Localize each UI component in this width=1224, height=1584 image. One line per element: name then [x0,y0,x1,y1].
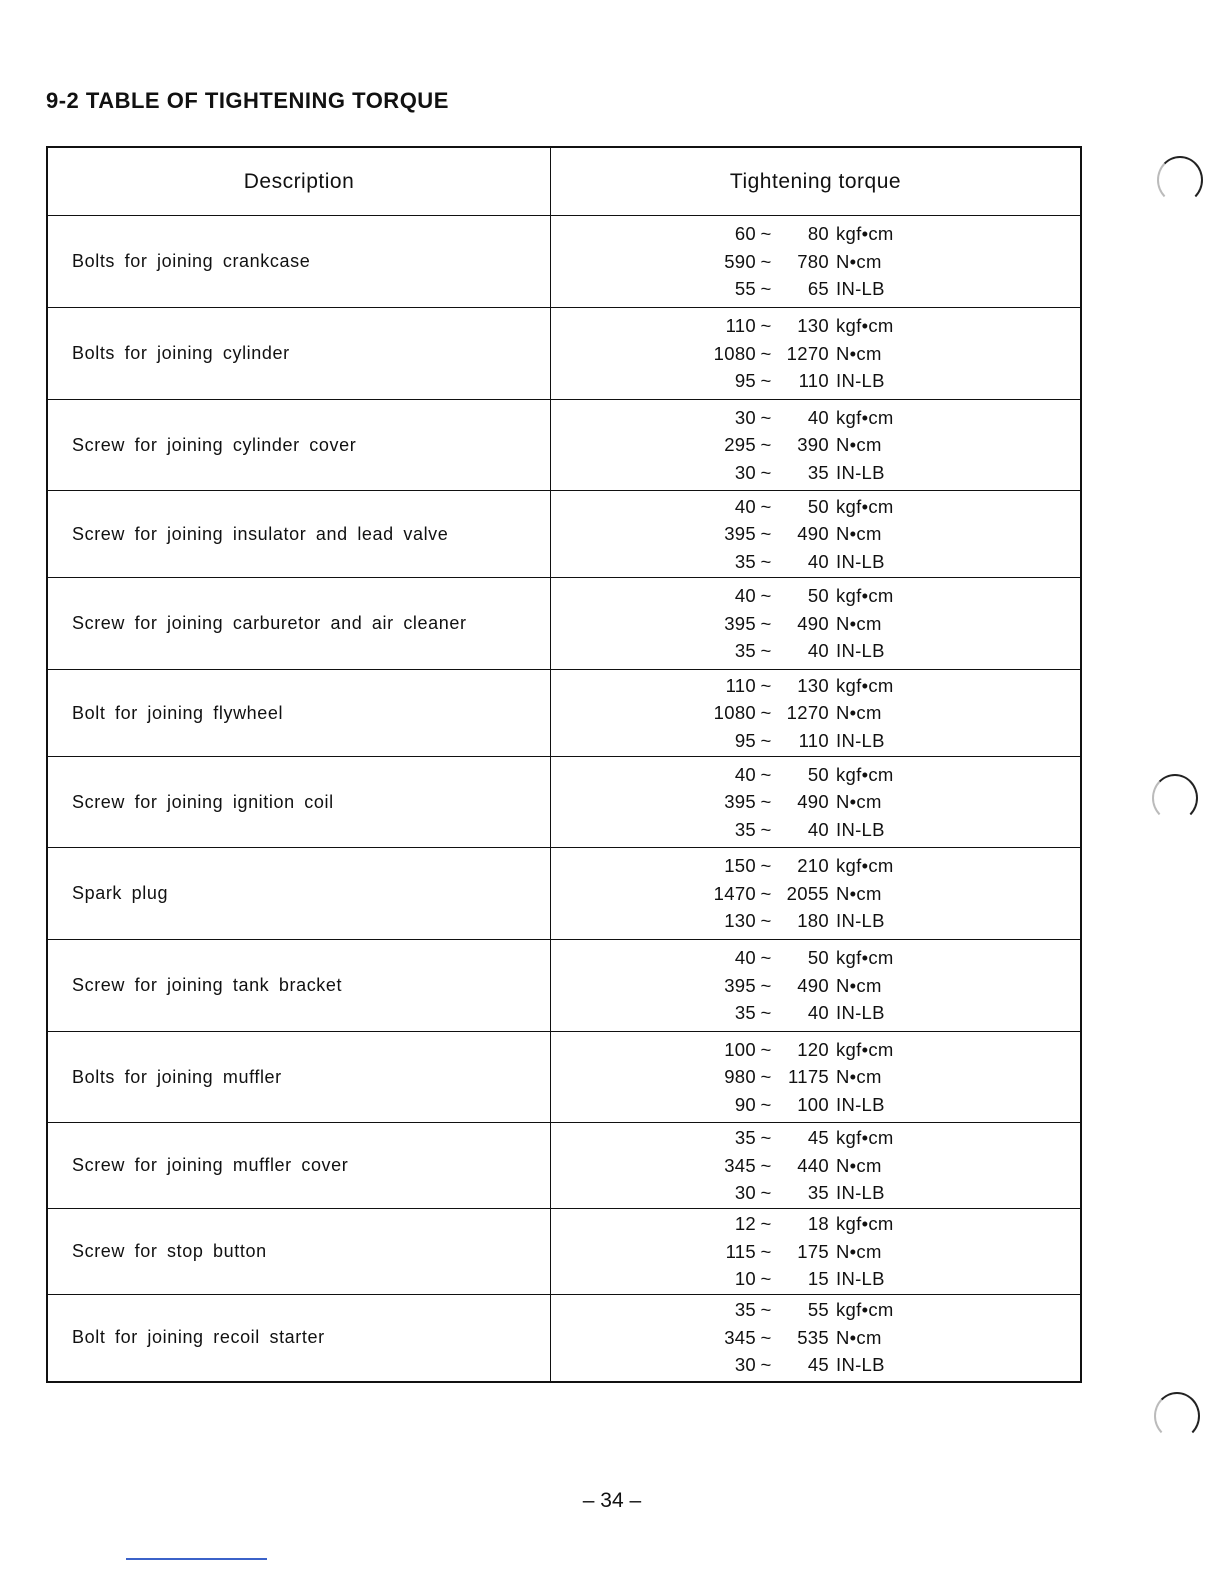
torque-min: 90 [734,1093,756,1115]
torque-max: 40 [807,406,829,428]
torque-value-line [551,248,1080,276]
torque-max: 390 [797,434,829,455]
torque-unit: IN-LB [836,1002,885,1023]
torque-max: 50 [807,585,829,606]
torque-value-line [551,1324,1080,1352]
table-row [47,1209,1081,1295]
torque-min: 395 [724,612,756,634]
torque-value-line [551,1265,1080,1293]
range-tilde: ~ [760,640,772,661]
torque-min: 150 [724,855,756,876]
torque-min: 35 [734,1299,756,1321]
table-row [47,308,1081,400]
torque-min: 30 [734,1354,756,1376]
torque-max: 535 [797,1326,829,1348]
torque-value-line [551,672,1080,700]
torque-value-line [551,312,1080,340]
torque-max: 1270 [786,342,829,364]
description-cell: Spark plug [47,848,551,940]
torque-unit: IN-LB [836,818,885,840]
torque-cell [551,670,1082,757]
torque-value-line [551,637,1080,665]
torque-value-line [551,1352,1080,1380]
torque-min: 1080 [713,342,756,364]
torque-max: 40 [807,1002,829,1023]
torque-min: 35 [734,818,756,840]
torque-value-line [551,761,1080,789]
torque-value-line [551,431,1080,459]
torque-min: 980 [724,1066,756,1087]
page-title: 9-2 TABLE OF TIGHTENING TORQUE [46,88,449,113]
torque-unit: N•cm [836,250,882,272]
torque-min: 590 [724,250,756,272]
torque-min: 35 [734,550,756,572]
torque-max: 490 [797,523,829,544]
torque-max: 100 [797,1093,829,1115]
torque-min: 100 [724,1038,756,1060]
range-tilde: ~ [760,818,772,840]
torque-cell [551,491,1082,578]
torque-cell [551,757,1082,848]
torque-value-line [551,220,1080,248]
table-row [47,670,1081,757]
range-tilde: ~ [760,1299,772,1321]
column-header-tightening-torque: Tightening torque [551,147,1082,216]
range-tilde: ~ [760,1268,772,1289]
range-tilde: ~ [760,947,772,968]
table-header-row [47,147,1081,216]
torque-unit: IN-LB [836,1093,885,1115]
torque-min: 30 [734,461,756,483]
torque-max: 130 [797,315,829,336]
description-cell: Bolts for joining cylinder [47,308,551,400]
column-header-description: Description [47,147,551,216]
torque-min: 1470 [713,882,756,904]
table-row [47,216,1081,308]
torque-unit: IN-LB [836,370,885,391]
torque-min: 395 [724,791,756,812]
torque-max: 2055 [786,882,829,904]
torque-max: 175 [797,1240,829,1262]
torque-unit: kgf•cm [836,315,894,336]
torque-value-line [551,944,1080,972]
torque-unit: N•cm [836,974,882,996]
torque-max: 50 [807,495,829,517]
description-cell: Screw for joining cylinder cover [47,400,551,491]
torque-max: 120 [797,1038,829,1060]
torque-value-line [551,1210,1080,1238]
description-cell: Bolt for joining flywheel [47,670,551,757]
range-tilde: ~ [760,315,772,336]
torque-max: 15 [807,1268,829,1289]
torque-min: 30 [734,406,756,428]
torque-unit: IN-LB [836,278,885,299]
range-tilde: ~ [760,1182,772,1203]
torque-unit: IN-LB [836,910,885,931]
torque-table [46,146,1082,1383]
range-tilde: ~ [760,763,772,785]
description-cell: Screw for joining carburetor and air cleaner [47,578,551,670]
range-tilde: ~ [760,523,772,544]
torque-value-line [551,788,1080,816]
torque-value-line [551,999,1080,1027]
torque-unit: N•cm [836,791,882,812]
range-tilde: ~ [760,461,772,483]
torque-cell [551,1295,1082,1382]
table-row [47,578,1081,670]
torque-max: 45 [807,1354,829,1376]
torque-max: 40 [807,818,829,840]
table-row [47,491,1081,578]
torque-value-line [551,1063,1080,1091]
table-row [47,400,1081,491]
torque-value-line [551,459,1080,487]
torque-min: 95 [734,370,756,391]
description-cell: Bolts for joining muffler [47,1032,551,1123]
page-number: – 34 – [582,1489,642,1512]
torque-value-line [551,1124,1080,1152]
range-tilde: ~ [760,495,772,517]
range-tilde: ~ [760,910,772,931]
torque-unit: kgf•cm [836,763,894,785]
range-tilde: ~ [760,1326,772,1348]
torque-max: 18 [807,1213,829,1234]
torque-value-line [551,367,1080,395]
torque-unit: N•cm [836,523,882,544]
torque-unit: IN-LB [836,1354,885,1376]
torque-value-line [551,972,1080,1000]
torque-max: 45 [807,1127,829,1148]
torque-min: 30 [734,1182,756,1203]
range-tilde: ~ [760,702,772,723]
torque-max: 50 [807,947,829,968]
torque-min: 95 [734,729,756,751]
torque-unit: kgf•cm [836,406,894,428]
range-tilde: ~ [760,612,772,634]
range-tilde: ~ [760,1127,772,1148]
torque-unit: kgf•cm [836,223,894,244]
table-row [47,848,1081,940]
table-row [47,1123,1081,1209]
torque-max: 40 [807,550,829,572]
torque-min: 115 [725,1240,756,1262]
range-tilde: ~ [760,223,772,244]
torque-max: 440 [797,1154,829,1176]
table-row [47,1032,1081,1123]
range-tilde: ~ [760,585,772,606]
torque-unit: N•cm [836,1326,882,1348]
torque-unit: kgf•cm [836,1127,894,1148]
range-tilde: ~ [760,1240,772,1262]
table-row [47,1295,1081,1382]
torque-unit: kgf•cm [836,1038,894,1060]
range-tilde: ~ [760,974,772,996]
range-tilde: ~ [760,1354,772,1376]
torque-max: 55 [807,1299,829,1321]
torque-min: 35 [734,640,756,661]
table-body [47,216,1081,1382]
range-tilde: ~ [760,342,772,364]
torque-max: 50 [807,763,829,785]
range-tilde: ~ [760,1002,772,1023]
torque-value-line [551,1179,1080,1207]
range-tilde: ~ [760,674,772,696]
torque-unit: kgf•cm [836,855,894,876]
torque-max: 110 [798,729,829,751]
table-row [47,757,1081,848]
footer-rule [126,1558,267,1560]
torque-max: 490 [797,974,829,996]
torque-unit: N•cm [836,612,882,634]
torque-cell [551,400,1082,491]
range-tilde: ~ [760,1038,772,1060]
torque-cell [551,1209,1082,1295]
torque-value-line [551,1091,1080,1119]
torque-min: 40 [734,763,756,785]
torque-cell [551,216,1082,308]
torque-max: 130 [797,674,829,696]
torque-value-line [551,880,1080,908]
torque-min: 130 [724,910,756,931]
range-tilde: ~ [760,882,772,904]
range-tilde: ~ [760,370,772,391]
torque-min: 35 [734,1127,756,1148]
torque-value-line [551,907,1080,935]
torque-min: 110 [725,674,756,696]
range-tilde: ~ [760,1093,772,1115]
torque-min: 395 [724,974,756,996]
range-tilde: ~ [760,406,772,428]
torque-max: 35 [807,1182,829,1203]
torque-max: 1175 [788,1066,829,1087]
torque-max: 780 [797,250,829,272]
torque-unit: IN-LB [836,640,885,661]
binder-hole-icon [1154,1392,1200,1440]
torque-unit: kgf•cm [836,585,894,606]
torque-unit: N•cm [836,434,882,455]
torque-cell [551,1032,1082,1123]
torque-min: 395 [724,523,756,544]
torque-min: 1080 [713,702,756,723]
torque-value-line [551,1238,1080,1266]
range-tilde: ~ [760,1154,772,1176]
torque-unit: IN-LB [836,729,885,751]
torque-value-line [551,582,1080,610]
description-cell: Screw for joining insulator and lead valve [47,491,551,578]
range-tilde: ~ [760,550,772,572]
torque-unit: N•cm [836,882,882,904]
description-cell: Bolts for joining crankcase [47,216,551,308]
torque-max: 180 [797,910,829,931]
torque-cell [551,848,1082,940]
torque-unit: kgf•cm [836,947,894,968]
torque-value-line [551,548,1080,576]
torque-unit: N•cm [836,1154,882,1176]
range-tilde: ~ [760,729,772,751]
torque-min: 40 [734,947,756,968]
torque-value-line [551,816,1080,844]
torque-min: 40 [734,495,756,517]
binder-hole-icon [1152,774,1198,822]
range-tilde: ~ [760,791,772,812]
description-cell: Screw for stop button [47,1209,551,1295]
torque-min: 10 [734,1268,756,1289]
table-row [47,940,1081,1032]
torque-min: 55 [734,278,756,299]
torque-max: 1270 [786,702,829,723]
torque-unit: N•cm [836,1066,882,1087]
torque-value-line [551,699,1080,727]
description-cell: Bolt for joining recoil starter [47,1295,551,1382]
range-tilde: ~ [760,1213,772,1234]
torque-min: 60 [734,223,756,244]
range-tilde: ~ [760,250,772,272]
torque-cell [551,308,1082,400]
torque-unit: kgf•cm [836,674,894,696]
torque-max: 490 [797,791,829,812]
torque-max: 110 [798,370,829,391]
torque-value-line [551,1297,1080,1325]
range-tilde: ~ [760,278,772,299]
torque-value-line [551,727,1080,755]
torque-unit: kgf•cm [836,1213,894,1234]
torque-max: 65 [807,278,829,299]
torque-min: 12 [734,1213,756,1234]
torque-min: 345 [724,1154,756,1176]
torque-value-line [551,520,1080,548]
torque-max: 210 [797,855,829,876]
range-tilde: ~ [760,1066,772,1087]
range-tilde: ~ [760,855,772,876]
torque-min: 345 [724,1326,756,1348]
torque-min: 40 [734,585,756,606]
torque-value-line [551,852,1080,880]
torque-unit: kgf•cm [836,495,894,517]
description-cell: Screw for joining ignition coil [47,757,551,848]
torque-value-line [551,1152,1080,1180]
range-tilde: ~ [760,434,772,455]
torque-max: 35 [807,461,829,483]
torque-min: 110 [725,315,756,336]
torque-unit: IN-LB [836,1182,885,1203]
torque-unit: IN-LB [836,1268,885,1289]
torque-value-line [551,275,1080,303]
binder-hole-icon [1157,156,1203,204]
description-cell: Screw for joining tank bracket [47,940,551,1032]
torque-value-line [551,340,1080,368]
torque-max: 490 [797,612,829,634]
torque-cell [551,1123,1082,1209]
torque-value-line [551,610,1080,638]
torque-min: 35 [734,1002,756,1023]
torque-max: 80 [807,223,829,244]
torque-unit: N•cm [836,342,882,364]
torque-unit: N•cm [836,1240,882,1262]
torque-unit: kgf•cm [836,1299,894,1321]
torque-unit: IN-LB [836,461,885,483]
torque-min: 295 [724,434,756,455]
torque-cell [551,578,1082,670]
torque-max: 40 [807,640,829,661]
torque-value-line [551,404,1080,432]
torque-unit: IN-LB [836,550,885,572]
description-cell: Screw for joining muffler cover [47,1123,551,1209]
torque-unit: N•cm [836,702,882,723]
torque-cell [551,940,1082,1032]
torque-value-line [551,493,1080,521]
torque-value-line [551,1036,1080,1064]
